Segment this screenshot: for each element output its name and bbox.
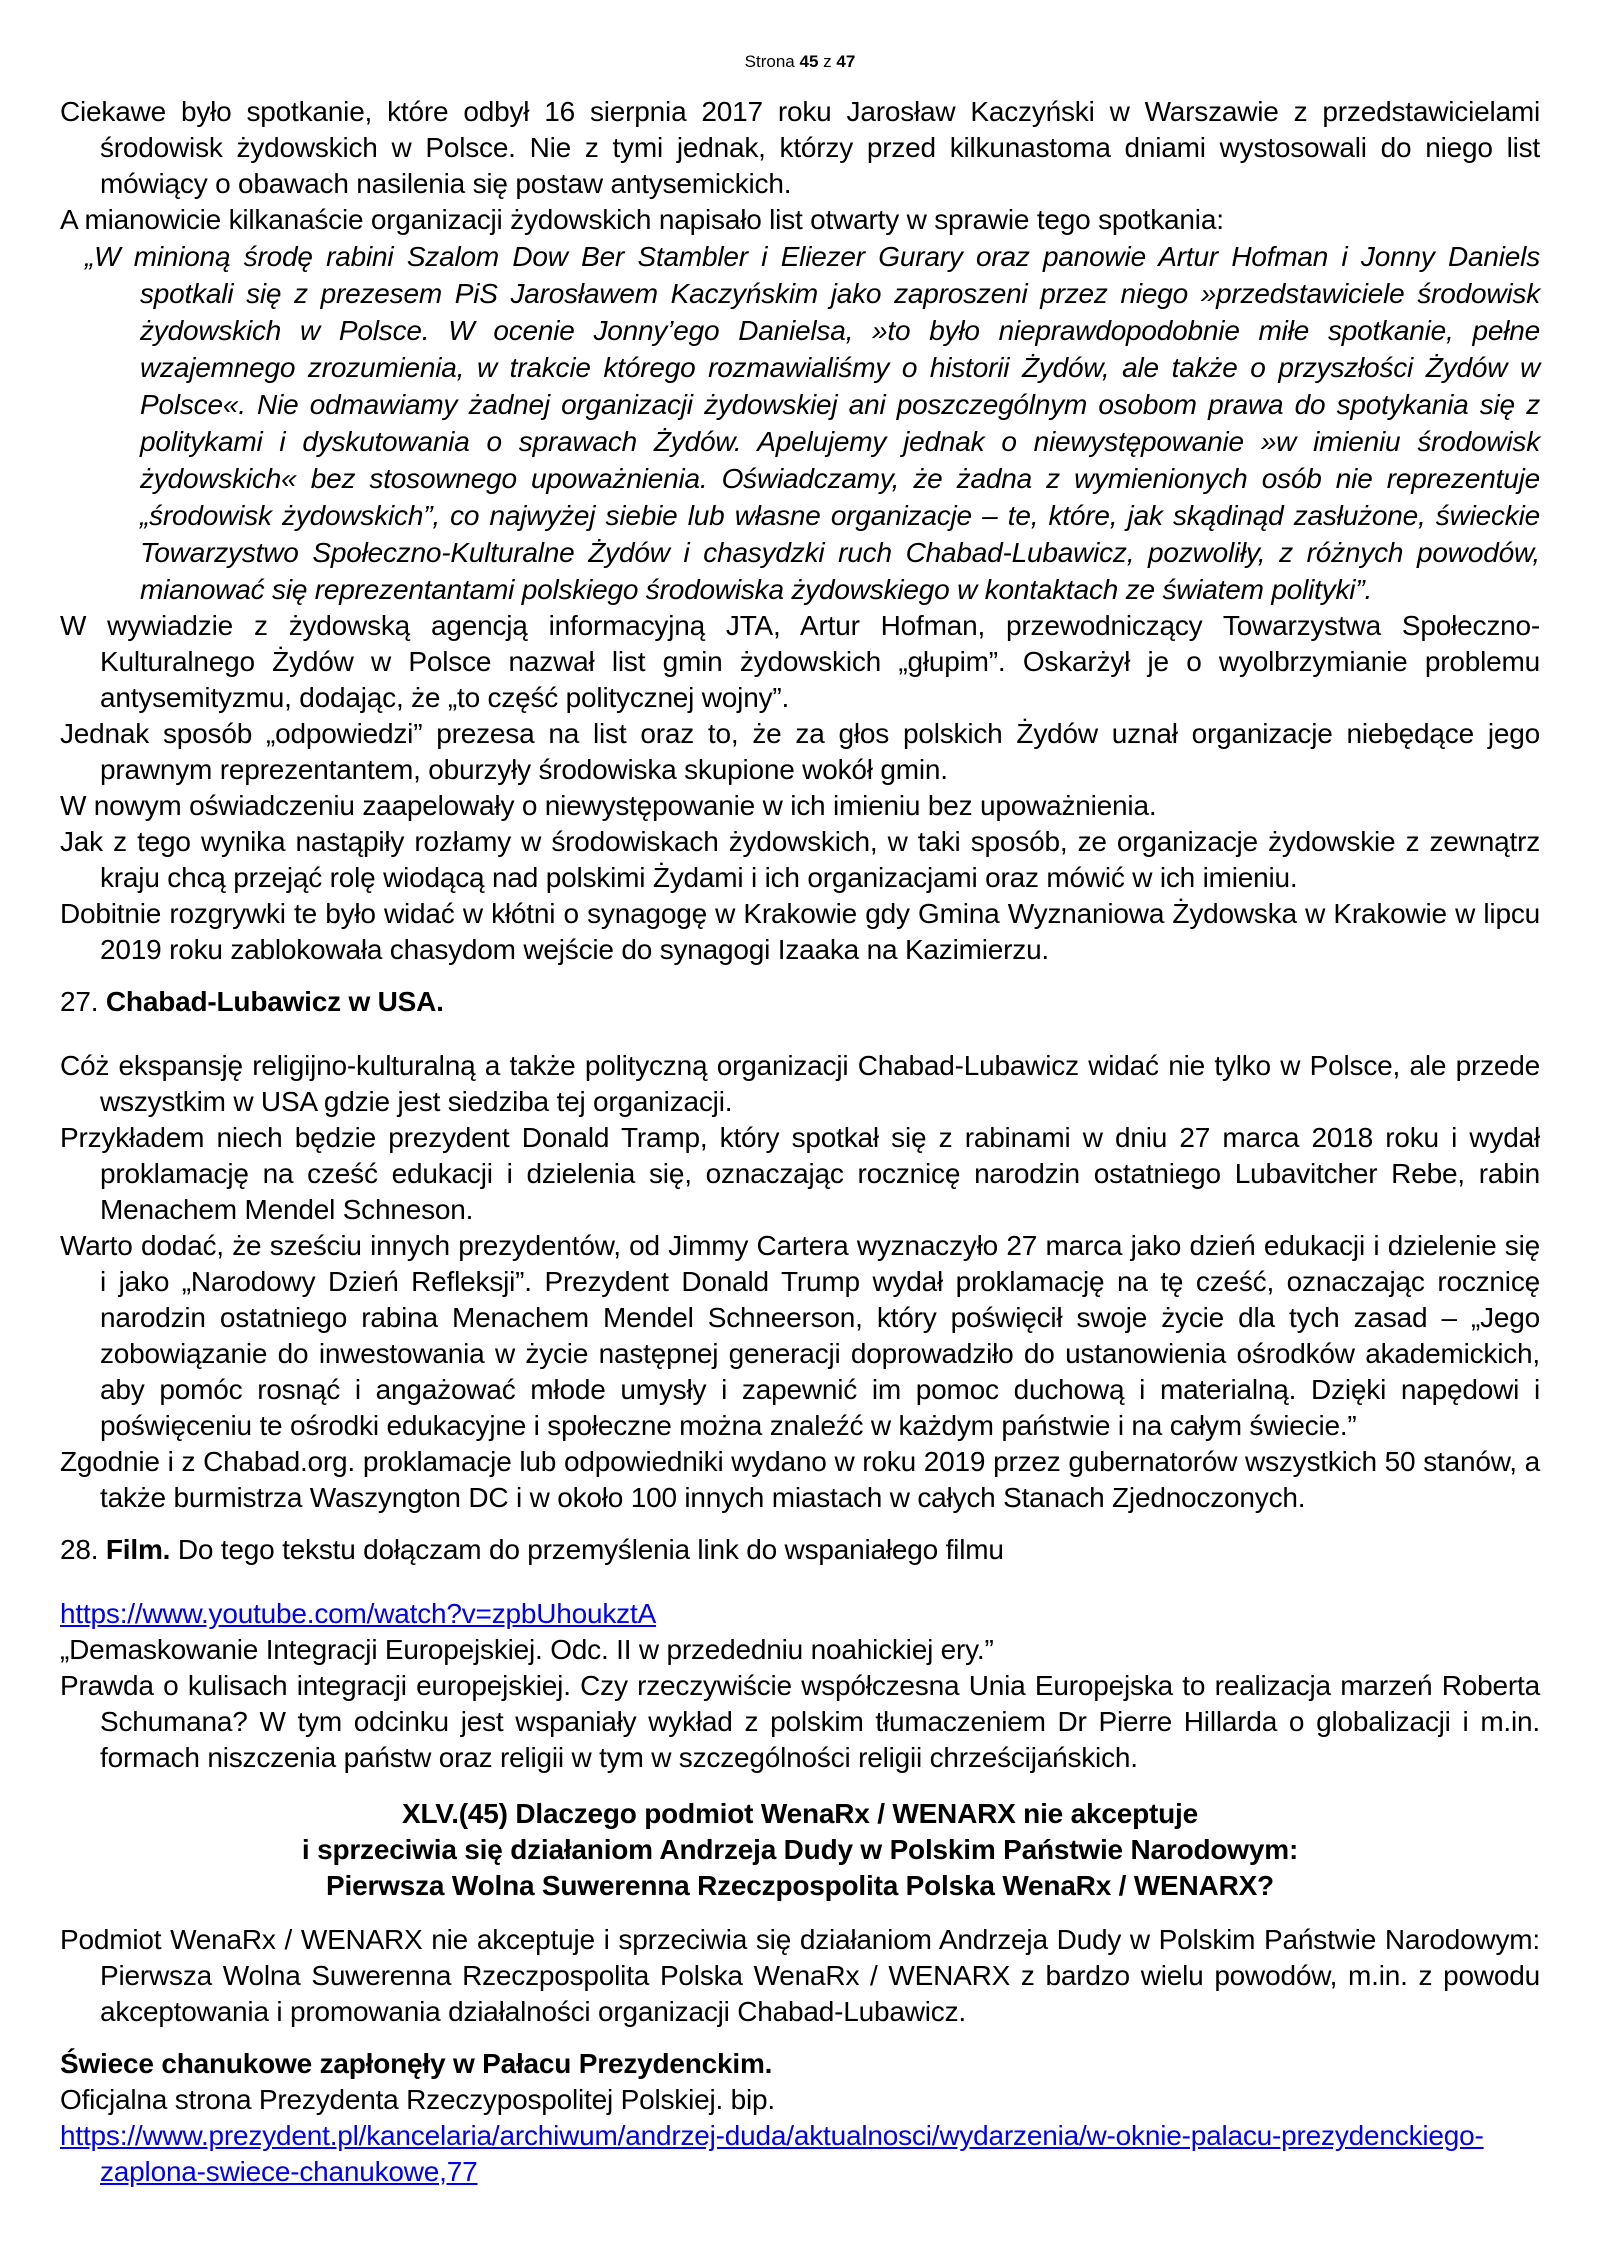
- paragraph-prawda: Prawda o kulisach integracji europejskiej. Czy rzeczywiście współczesna Unia Europejska to realizacja marzeń Roberta Schumana? W tym odcinku jest wspaniały wykład z polskim tłumaczeniem Dr Pierre Hillarda o globalizacji i m.in. formach niszczenia państw oraz religii w tym w szczególności religii chrześcijańskich.: [60, 1670, 1540, 1773]
- section-28-text: Do tego tekstu dołączam do przemyślenia link do wspaniałego filmu: [170, 1534, 1004, 1565]
- paragraph-jednak: Jednak sposób „odpowiedzi” prezesa na list oraz to, że za głos polskich Żydów uznał organizacje niebędące jego prawnym reprezentantem, oburzyły środowiska skupione wokół gmin.: [60, 718, 1540, 785]
- paragraph-warto-dodac: Warto dodać, że sześciu innych prezydentów, od Jimmy Cartera wyznaczyło 27 marca jako dzień edukacji i dzielenie się i jako „Narodowy Dzień Refleksji”. Prezydent Donald Trump wydał proklamację na tę cześć, oznaczając rocznicę narodzin ostatniego rabina Menachem Mendel Schneerson, który poświęcił swoje życie dla tych zasad – „Jego zobowiązanie do inwestowania w życie następnej generacji doprowadziło do ustanowienia ośrodków akademickich, aby pomóc rosnąć i angażować młode umysły i zapewnić im pomoc duchową i materialną. Dzięki napędowi i poświęceniu te ośrodki edukacyjne i społeczne można znaleźć w każdym państwie i na całym świecie.”: [60, 1230, 1540, 1441]
- paragraph-wywiadzie: W wywiadzie z żydowską agencją informacyjną JTA, Artur Hofman, przewodniczący Towarzystwa Społeczno-Kulturalnego Żydów w Polsce nazwał list gmin żydowskich „głupim”. Oskarżył je o wyolbrzymianie problemu antysemityzmu, dodając, że „to część politycznej wojny”.: [60, 610, 1540, 713]
- page-number-prefix: Strona: [744, 52, 795, 71]
- section-28-heading: [60, 1532, 1540, 1568]
- section-27-heading: [60, 984, 1540, 1020]
- page-number-current: 45: [799, 52, 819, 71]
- youtube-link-line: [60, 1596, 1540, 1632]
- page-number-total: 47: [836, 52, 856, 71]
- prezydent-link-line: [60, 2118, 1540, 2190]
- paragraph-nowym-oswiadczeniu: W nowym oświadczeniu zaapelowały o niewystępowanie w ich imieniu bez upoważnienia.: [60, 790, 1157, 821]
- paragraph-coz-ekspansje: Cóż ekspansję religijno-kulturalną a także polityczną organizacji Chabad-Lubawicz widać nie tylko w Polsce, ale przede wszystkim w USA gdzie jest siedziba tej organizacji.: [60, 1050, 1540, 1117]
- prezydent-link[interactable]: https://www.prezydent.pl/kancelaria/archiwum/andrzej-duda/aktualnosci/wydarzenia/w-oknie-palacu-prezydenckiego-zaplona-swiece-chanukowe,77: [60, 2120, 1484, 2187]
- paragraph-oficjalna-strona: Oficjalna strona Prezydenta Rzeczypospolitej Polskiej. bip.: [60, 2084, 775, 2115]
- page-number-header: [60, 52, 1540, 72]
- paragraph-jak-z-tego: Jak z tego wynika nastąpiły rozłamy w środowiskach żydowskich, w taki sposób, ze organizacje żydowskie z zewnątrz kraju chcą przejąć rolę wiodącą nad polskimi Żydami i ich organizacjami oraz mówić w ich imieniu.: [60, 826, 1540, 893]
- section-27-title: Chabad-Lubawicz w USA.: [105, 986, 444, 1017]
- paragraph-przykladem: Przykładem niech będzie prezydent Donald Tramp, który spotkał się z rabinami w dniu 27 marca 2018 roku i wydał proklamację na cześć edukacji i dzielenia się, oznaczając rocznicę narodzin ostatniego Lubavitcher Rebe, rabin Menachem Mendel Schneson.: [60, 1122, 1540, 1225]
- page-number-separator: z: [823, 52, 832, 71]
- paragraph-mianowicie: A mianowicie kilkanaście organizacji żydowskich napisało list otwarty w sprawie tego spotkania:: [60, 204, 1224, 235]
- paragraph-ciekawe: Ciekawe było spotkanie, które odbył 16 sierpnia 2017 roku Jarosław Kaczyński w Warszawie z przedstawicielami środowisk żydowskich w Polsce. Nie z tymi jednak, którzy przed kilkunastoma dniami wystosowali do niego list mówiący o obawach nasilenia się postaw antysemickich.: [60, 96, 1540, 199]
- section-xlv-line3: Pierwsza Wolna Suwerenna Rzeczpospolita Polska WenaRx / WENARX?: [326, 1870, 1274, 1901]
- section-28-title: Film.: [105, 1534, 171, 1565]
- paragraph-demaskowanie: „Demaskowanie Integracji Europejskiej. Odc. II w przededniu noahickiej ery.”: [60, 1634, 994, 1665]
- section-xlv-line2: i sprzeciwia się działaniom Andrzeja Dudy w Polskim Państwie Narodowym:: [301, 1834, 1299, 1865]
- youtube-link[interactable]: https://www.youtube.com/watch?v=zpbUhoukztA: [60, 1598, 657, 1629]
- paragraph-podmiot-wenarx: Podmiot WenaRx / WENARX nie akceptuje i sprzeciwia się działaniom Andrzeja Dudy w Polskim Państwie Narodowym: Pierwsza Wolna Suwerenna Rzeczpospolita Polska WenaRx / WENARX z bardzo wielu powodów, m.in. z powodu akceptowania i promowania działalności organizacji Chabad-Lubawicz.: [60, 1924, 1540, 2027]
- section-28-number: 28.: [60, 1534, 106, 1565]
- section-xlv-heading: [60, 1796, 1540, 1904]
- paragraph-dobitnie: Dobitnie rozgrywki te było widać w kłótni o synagogę w Krakowie gdy Gmina Wyznaniowa Żydowska w Krakowie w lipcu 2019 roku zablokowała chasydom wejście do synagogi Izaaka na Kazimierzu.: [60, 898, 1540, 965]
- swiece-heading: Świece chanukowe zapłonęły w Pałacu Prezydenckim.: [60, 2048, 773, 2079]
- paragraph-zgodnie-chabad-org: Zgodnie i z Chabad.org. proklamacje lub odpowiedniki wydano w roku 2019 przez gubernatorów wszystkich 50 stanów, a także burmistrza Waszyngton DC i w około 100 innych miastach w całych Stanach Zjednoczonych.: [60, 1446, 1540, 1513]
- section-xlv-line1: XLV.(45) Dlaczego podmiot WenaRx / WENARX nie akceptuje: [402, 1798, 1198, 1829]
- blockquote-open-letter: „W minioną środę rabini Szalom Dow Ber Stambler i Eliezer Gurary oraz panowie Artur Hofman i Jonny Daniels spotkali się z prezesem PiS Jarosławem Kaczyńskim jako zaproszeni przez niego »przedstawiciele środowisk żydowskich w Polsce. W ocenie Jonny’ego Danielsa, »to było nieprawdopodobnie miłe spotkanie, pełne wzajemnego zrozumienia, w trakcie którego rozmawialiśmy o historii Żydów, ale także o przyszłości Żydów w Polsce«. Nie odmawiamy żadnej organizacji żydowskiej ani poszczególnym osobom prawa do spotykania się z politykami i dyskutowania o sprawach Żydów. Apelujemy jednak o niewystępowanie »w imieniu środowisk żydowskich« bez stosownego upoważnienia. Oświadczamy, że żadna z wymienionych osób nie reprezentuje „środowisk żydowskich”, co najwyżej siebie lub własne organizacje – te, które, jak skądinąd zasłużone, świeckie Towarzystwo Społeczno-Kulturalne Żydów i chasydzki ruch Chabad-Lubawicz, pozwoliły, z różnych powodów, mianować się reprezentantami polskiego środowiska żydowskiego w kontaktach ze światem polityki”.: [85, 241, 1540, 605]
- section-27-number: 27.: [60, 986, 106, 1017]
